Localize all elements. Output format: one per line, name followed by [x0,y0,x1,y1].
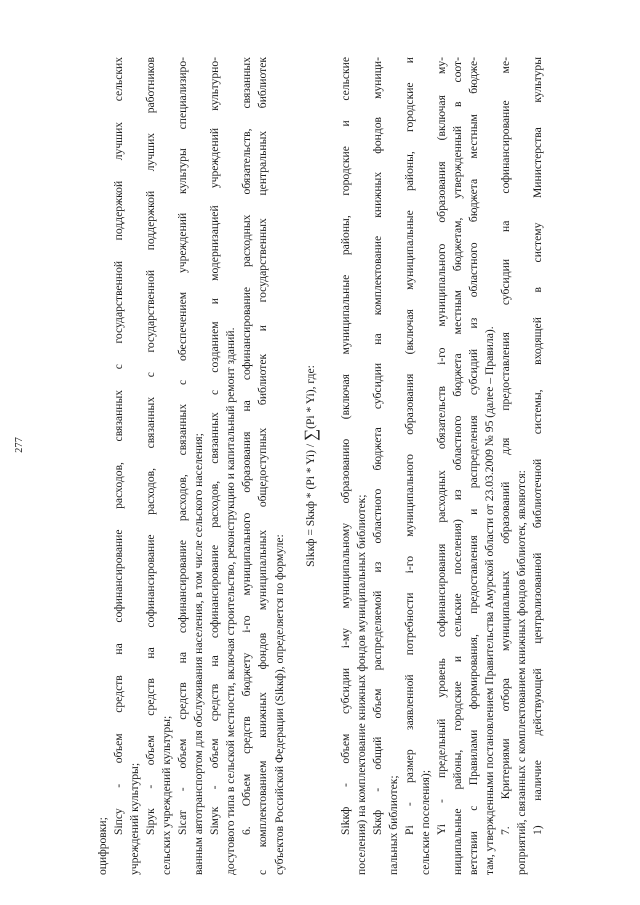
text-line: субъектов Российской Федерации (Sikкф), определяется по формуле: [272,534,286,875]
text-line: сельские поселения); [418,769,432,875]
text-line: досугового типа в сельской местности, включая строительство, реконструкцию и капитальный ремонт зданий. [224,327,238,875]
text-line: учреждений культуры; [128,762,142,875]
text-line: оцифровки; [96,817,109,875]
text-line: Pi - размер заявленной потребности i-го муниципального образования (включая муниципальные районы, городские и [402,57,416,835]
text-line: 7. Критериями отбора муниципальных образований для предоставления субсидии на софинансирование ме- [499,57,513,835]
formula-lhs: Sikкф = Skкф * (Pi * Yi) / [303,441,317,567]
text-line: Siпсу - объем средств на софинансирование расходов, связанных с государственной поддержкой лучших сельских [112,57,126,835]
text-line: ниципальные районы, городские и сельские поселения) из областного бюджета местным бюджетам, утвержденный в соот- [450,57,464,875]
text-line: Skкф - общий объем распределяемой из областного бюджета субсидии на комплектование книжных фондов муници- [370,57,384,835]
text-line: Siсат - объем средств на софинансирование расходов, связанных с обеспечением учреждений культуры специализиро- [176,57,190,835]
formula [298,57,328,875]
text-line: пальных библиотек; [386,775,400,875]
text-line: Siмук - объем средств на софинансирование расходов, связанных с созданием и модернизацией учреждений культурно- [208,57,222,835]
text-line: поселения) на комплектование книжных фондов муниципальных библиотек; [354,494,368,875]
text-line: сельских учреждений культуры; [160,715,174,875]
text-line: там, утвержденными постановлением Правительства Амурской области от 23.03.2009 № 95 (далее – Правила). [482,326,496,875]
sum-symbol: ∑ [300,428,320,441]
text-line: ветствии с Правилами формирования, предоставления и распределения субсидий из областного бюджета местным бюдже- [466,57,480,875]
text-line: Siрук - объем средств на софинансирование расходов, связанных с государственной поддержкой лучших работников [144,57,158,835]
text-line: ванным автотранспортом для обслуживания населения, в том числе сельского населения; [192,433,206,875]
document-body [95,57,546,875]
page-number: 277 [14,437,25,453]
text-line: 1) наличие действующей централизованной библиотечной системы, входящей в систему Министерства культуры [531,57,545,835]
text-line: 6. Объем средств бюджету i-го муниципального образования на софинансирование расходных обязательств, связанных [240,57,254,835]
formula-rhs: (Pi * Yi), где: [303,365,317,429]
text-line: роприятий, связанных с комплектованием книжных фондов библиотек, являются: [515,470,529,875]
text-line: Yi - предельный уровень софинансирования расходных обязательств i-го муниципального образования (включая му- [434,57,448,835]
text-line: с комплектованием книжных фондов муниципальных общедоступных библиотек и государственных центральных библиотек [256,57,270,875]
text-line: Sikкф - объем субсидии i-му муниципальному образованию (включая муниципальные районы, городские и сельские [338,57,352,835]
